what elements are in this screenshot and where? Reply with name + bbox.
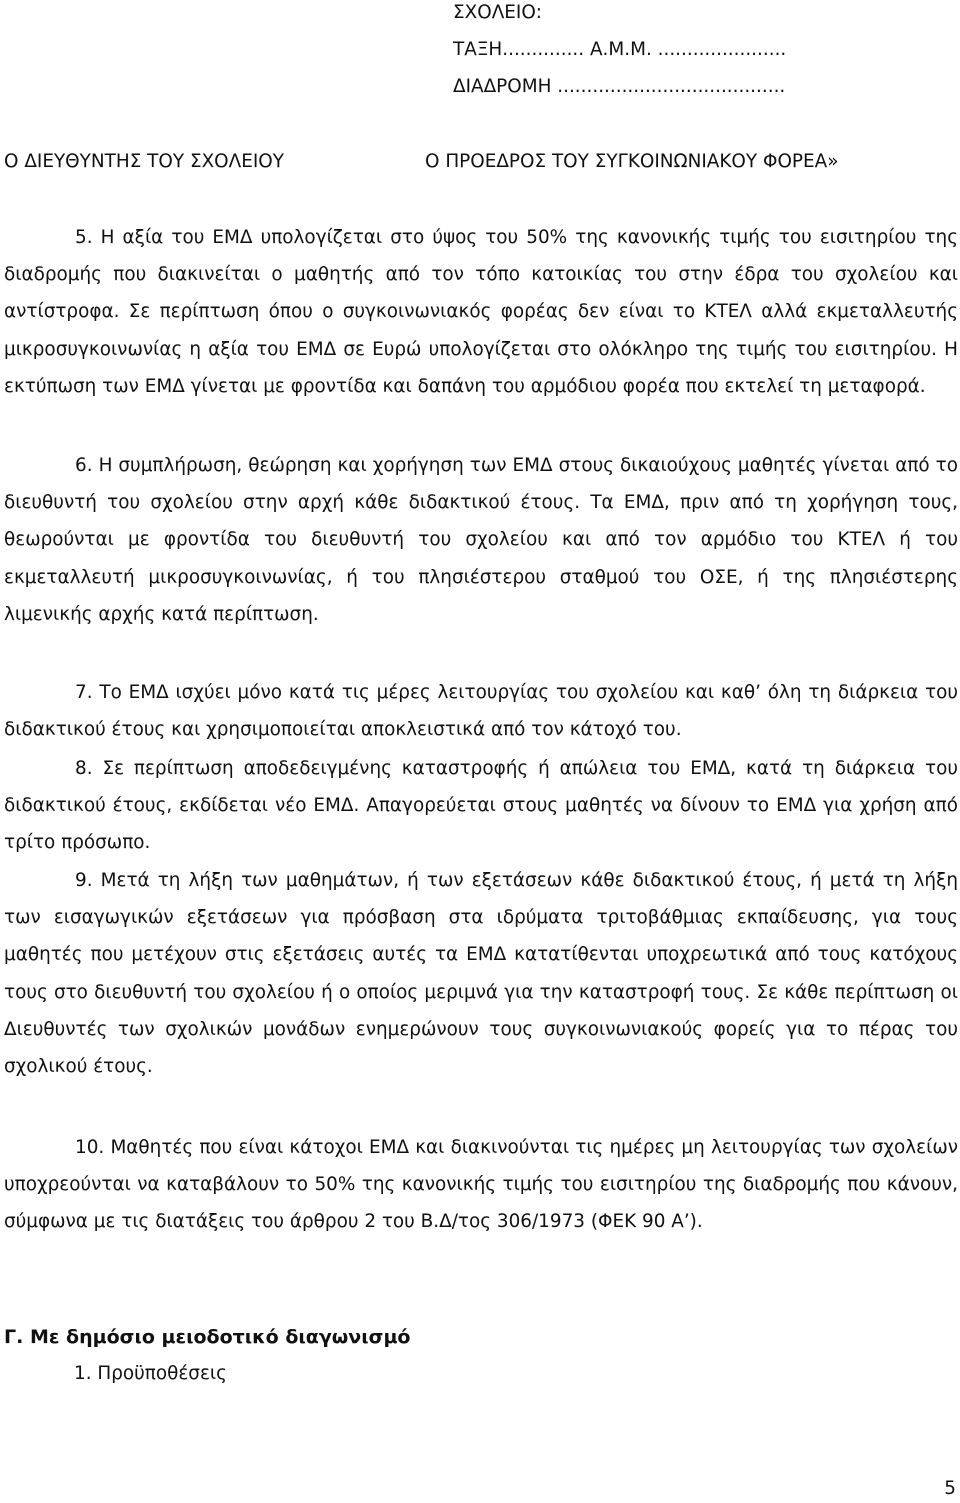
- item-text: Η συμπλήρωση, θεώρηση και χορήγηση των ΕΜΔ στους δικαιούχους μαθητές γίνεται από το διευθυντή του σχολείου στην αρχή κάθε διδακτικού έτους. Τα ΕΜΔ, πριν από τη χορήγηση τους, θεωρούνται με φροντίδα του διευθυντή του σχολείου και από τον αρμόδιο του ΚΤΕΛ ή του εκμεταλλευτή μικροσυγκοινωνίας, ή του πλησιέστερου σταθμού του ΟΣΕ, ή της πλησιέστερης λιμενικής αρχής κατά περίπτωση.: [4, 455, 958, 625]
- school-line: ΣΧΟΛΕΙΟ:: [453, 2, 542, 23]
- section-heading: Γ. Με δημόσιο μειοδοτικό διαγωνισμό: [4, 1326, 411, 1348]
- item-text: Μαθητές που είναι κάτοχοι ΕΜΔ και διακινούνται τις ημέρες μη λειτουργίας των σχολείων υποχρεούνται να καταβάλουν το 50% της κανονικής τιμής του εισιτηρίου της διαδρομής που κάνουν, σύμφωνα με τις διατάξεις του άρθρου 2 του Β.Δ/τος 306/1973 (ΦΕΚ 90 Α’).: [4, 1137, 958, 1233]
- item-text: Η αξία του ΕΜΔ υπολογίζεται στο ύψος του 50% της κανονικής τιμής του εισιτηρίου της διαδρομής που διακινείται ο μαθητής από τον τόπο κατοικίας του στην έδρα του σχολείου και αντίστροφα. Σε περίπτωση όπου ο συγκοινωνιακός φορέας δεν είναι το ΚΤΕΛ αλλά εκμεταλλευτής μικροσυγκοινωνίας η αξία του ΕΜΔ σε Ευρώ υπολογίζεται στο ολόκληρο της τιμής του εισιτηρίου. Η εκτύπωση των ΕΜΔ γίνεται με φροντίδα και δαπάνη του αρμόδιου φορέα που εκτελεί τη μεταφορά.: [4, 227, 958, 397]
- signatory-right: Ο ΠΡΟΕΔΡΟΣ ΤΟΥ ΣΥΓΚΟΙΝΩΝΙΑΚΟΥ ΦΟΡΕΑ»: [425, 151, 839, 172]
- item-text: Μετά τη λήξη των μαθημάτων, ή των εξετάσεων κάθε διδακτικού έτους, ή μετά τη λήξη των εισαγωγικών εξετάσεων για πρόσβαση στα ιδρύματα τριτοβάθμιας εκπαίδευσης, για τους μαθητές που μετέχουν στις εξετάσεις αυτές τα ΕΜΔ κατατίθενται υποχρεωτικά από τους κατόχους τους στο διευθυντή του σχολείου ή ο οποίος μεριμνά για την καταστροφή τους. Σε κάθε περίπτωση οι Διευθυντές των σχολικών μονάδων ενημερώνουν τους συγκοινωνιακούς φορείς για το πέρας του σχολικού έτους.: [4, 870, 958, 1078]
- route-line: ΔΙΑΔΡΟΜΗ .......................................: [453, 76, 786, 97]
- item-9: [4, 862, 958, 1085]
- item-number: 9.: [75, 870, 93, 891]
- item-text: Το ΕΜΔ ισχύει μόνο κατά τις μέρες λειτουργίας του σχολείου και καθ’ όλη τη διάρκεια του διδακτικού έτους και χρησιμοποιείται αποκλειστικά από τον κάτοχό του.: [4, 682, 958, 741]
- item-7: [4, 674, 958, 748]
- item-number: 7.: [75, 682, 93, 703]
- section-subheading: 1. Προϋποθέσεις: [74, 1363, 227, 1384]
- item-8: [4, 750, 958, 862]
- item-5: [4, 219, 958, 405]
- item-number: 5.: [75, 227, 93, 248]
- page-number: 5: [944, 1478, 956, 1499]
- signatory-left: Ο ΔΙΕΥΘΥΝΤΗΣ ΤΟΥ ΣΧΟΛΕΙΟΥ: [4, 151, 284, 172]
- item-text: Σε περίπτωση αποδεδειγμένης καταστροφής ή απώλεια του ΕΜΔ, κατά τη διάρκεια του διδακτικού έτους, εκδίδεται νέο ΕΜΔ. Απαγορεύεται στους μαθητές να δίνουν το ΕΜΔ για χρήση από τρίτο πρόσωπο.: [4, 758, 958, 854]
- item-number: 6.: [75, 455, 93, 476]
- item-number: 8.: [75, 758, 93, 779]
- class-line: ΤΑΞΗ.............. Α.Μ.Μ. ......................: [453, 39, 787, 60]
- item-6: [4, 447, 958, 633]
- item-number: 10.: [75, 1137, 105, 1158]
- item-10: [4, 1129, 958, 1241]
